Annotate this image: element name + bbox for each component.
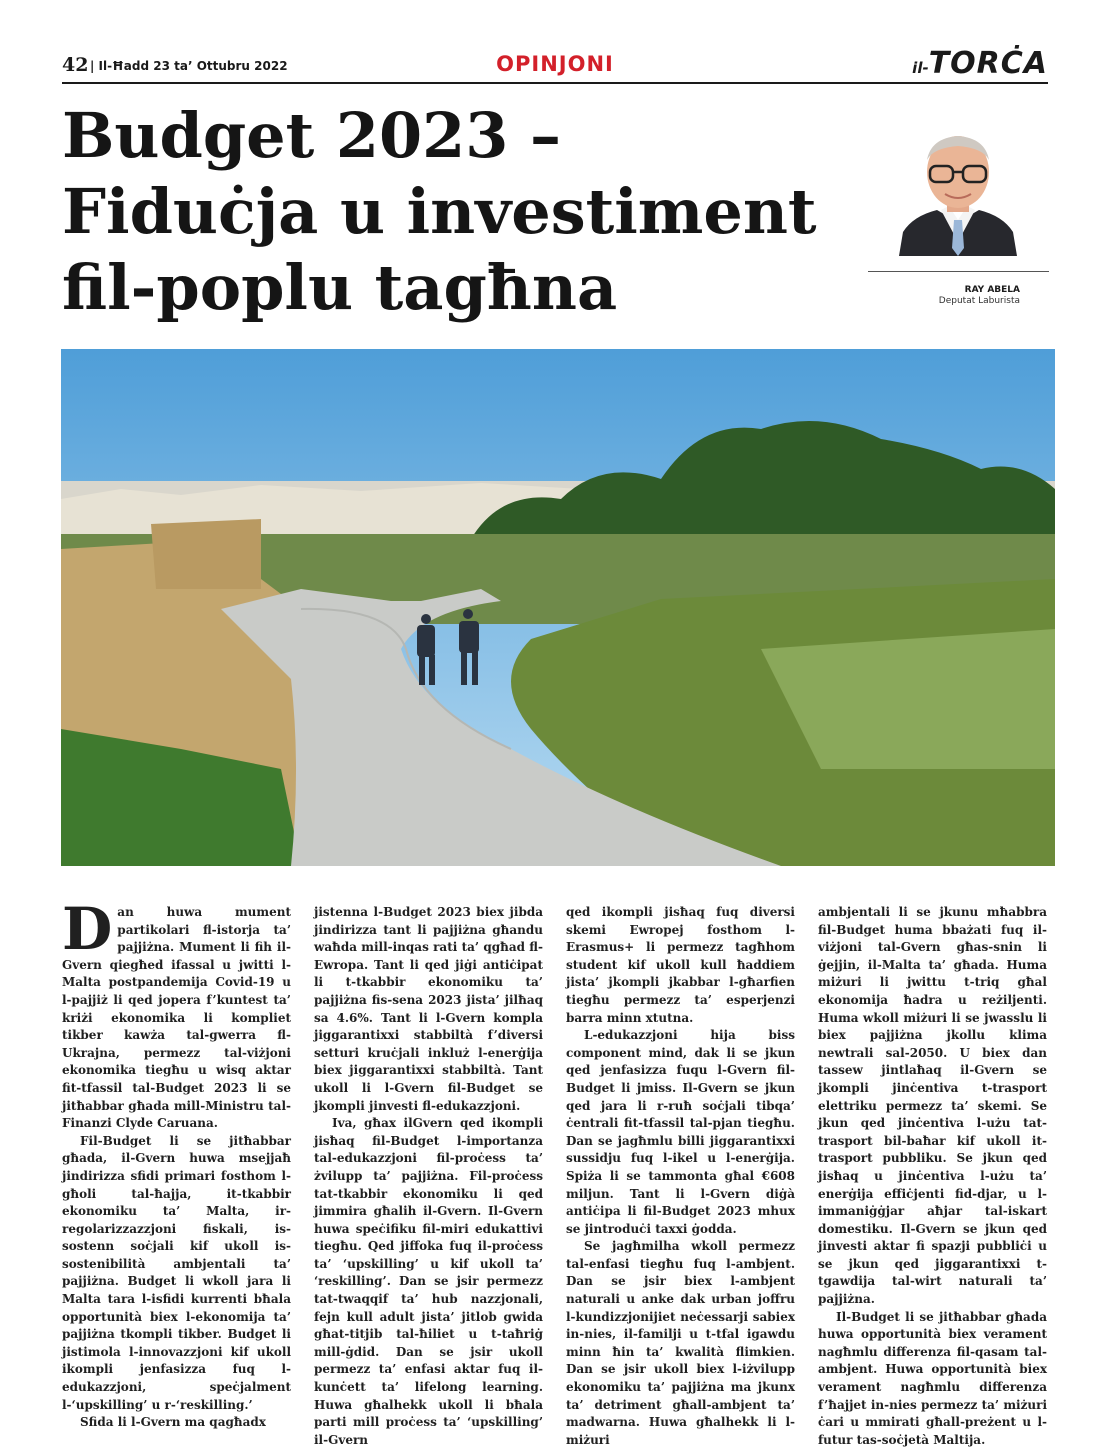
paragraph: jistenna l-Budget 2023 biex jibda jindirizza tant li pajjiżna għandu waħda mill-inqas rati ta’ qgħad fl-Ewropa. Tant li qed jiġi antiċipat li t-tkabbir ekonomiku ta’ pajjiżna fis-sena 2023 jista’ jilħaq sa 4.6%. Tant li l-Gvern kompla jiggarantixxi stabbiltà f’diversi setturi kruċjali inkluż l-enerġija biex jiggarantixxi stabbiltà. Tant ukoll li l-Gvern fil-Budget se jkompli jinvesti fl-edukazzjoni. — [314, 905, 543, 1113]
logo-name: TORĊA — [928, 46, 1048, 81]
paragraph: Iva, għax ilGvern qed ikompli jisħaq fil-Budget l-importanza tal-edukazzjoni fil-proċess ta’ żvilupp ta’ pajjiżna. Fil-proċess tat-tkabbir ekonomiku li qed jimmira għalih il-Gvern. Il-Gvern huwa speċifiku fil-miri edukattivi tiegħu. Qed jiffoka fuq il-proċess ta’ ‘upskilling’ u kif ukoll ta’ ‘reskilling’. Dan se jsir permezz tat-twaqqif ta’ hub nazzjonali, fejn kull adult jista’ jitlob gwida għat-titjib tal-ħiliet u t-taħriġ mill-ġdid. Dan se jsir ukoll permezz ta’ enfasi aktar fuq il-kunċett ta’ lifelong learning. Huwa għalhekk ukoll li bħala parti mill proċess ta’ ‘upskilling’ il-Gvern — [314, 1116, 543, 1447]
newspaper-logo — [912, 46, 1048, 81]
paragraph: Se jagħmilha wkoll permezz tal-enfasi tiegħu fuq l-ambjent. Dan se jsir biex l-ambjent naturali u anke dak urban joffru l-kundizzjonijiet neċessarji sabiex in-nies, il-familji u t-tfal igawdu minn ħin ta’ kwalità flimkien. Dan se jsir ukoll biex l-iżvilupp ekonomiku ta’ pajjiżna ma jkunx ta’ detriment għall-ambjent ta’ madwarna. Huwa għalhekk li l-miżuri — [566, 1239, 795, 1447]
logo-prefix: il- — [912, 59, 929, 77]
body-column-2 — [314, 904, 543, 1447]
body-column-3 — [566, 904, 795, 1447]
paragraph: Il-Budget li se jitħabbar għada huwa opportunità biex verament nagħmlu differenza fil-qasam tal-ambjent. Huwa opportunità biex verament nagħmlu differenza f’ħajjet in-nies permezz ta’ miżuri ċari u mmirati għall-preżent u l-futur tas-soċjetà Maltija. — [818, 1309, 1047, 1447]
body-column-4 — [818, 904, 1047, 1447]
body-column-1 — [62, 895, 291, 1430]
article-photo — [61, 349, 1055, 866]
author-role: Deputat Laburista — [938, 296, 1020, 306]
paragraph — [62, 895, 291, 1133]
paragraph: ambjentali li se jkunu mħabbra fil-Budget huma bbażati fuq il-viżjoni tal-Gvern għas-snin li ġejjin, il-Malta ta’ għada. Huma miżuri li jwittu t-triq għal ekonomija ħadra u reżiljenti. Huma wkoll miżuri li se jwasslu li biex pajjiżna jkollu klima newtrali sal-2050. U biex dan tassew jintlaħaq il-Gvern se jkompli jinċentiva t-trasport elettriku permezz ta’ skemi. Se jkun qed jinċentiva l-użu tat-trasport bil-baħar kif ukoll it-trasport pubbliku. Se jkun qed jisħaq u jinċentiva l-użu ta’ enerġija effiċjenti fid-djar, u l-immaniġġjar aħjar tal-iskart domestiku. Il-Gvern se jkun qed jinvesti aktar fi spazji pubbliċi u se jkun qed jiggarantixxi t-tgawdija tal-wirt naturali ta’ pajjiżna. — [818, 905, 1047, 1307]
page-number: 42 — [62, 54, 89, 76]
article-body — [62, 895, 1048, 1447]
section-title: OPINJONI — [496, 52, 614, 76]
author-divider — [868, 271, 1049, 272]
issue-date: | Il-Ħadd 23 ta’ Ottubru 2022 — [90, 59, 288, 73]
author-name: RAY ABELA — [964, 285, 1020, 295]
page-header — [62, 46, 1048, 84]
article-title: Budget 2023 – Fiduċja u investiment fil-poplu tagħna — [62, 99, 817, 324]
drop-cap: D — [62, 895, 113, 963]
paragraph: qed ikompli jisħaq fuq diversi skemi Ewropej fosthom l-Erasmus+ li permezz tagħhom student kif ukoll kull ħaddiem jista’ jkompli jkabbar l-għarfien tiegħu permezz ta’ esperjenzi barra minn xtutna. — [566, 905, 795, 1025]
paragraph: L-edukazzjoni hija biss component mind, dak li se jkun qed jenfasizza fuqu l-Gvern fil-Budget li jmiss. Il-Gvern se jkun qed jara li r-ruħ soċjali tibqa’ ċentrali fit-tfassil tal-pjan tiegħu. Dan se jagħmlu billi jiggarantixxi sussidju fuq l-ikel u l-enerġija. Spiża li se tammonta għal €608 miljun. Tant li l-Gvern diġà antiċipa li fil-Budget 2023 mhux se jintroduċi taxxi ġodda. — [566, 1028, 795, 1236]
paragraph: Sfida li l-Gvern ma qagħadx — [80, 1415, 266, 1430]
paragraph: Fil-Budget li se jitħabbar għada, il-Gvern huwa msejjaħ jindirizza sfidi primari fosthom l-għoli tal-ħajja, it-tkabbir ekonomiku ta’ Malta, ir-regolarizzazzjoni fiskali, is-sostenn soċjali kif ukoll is-sostenibilità ambjentali ta’ pajjiżna. Budget li wkoll jara li Malta tara l-isfidi kurrenti bħala opportunità biex l-ekonomija ta’ pajjiżna tkompli tikber. Budget li jistimola l-innovazzjoni kif ukoll ikompli jenfasizza fuq l-edukazzjoni, speċjalment l-‘upskilling’ u r-‘reskilling.’ — [62, 1133, 291, 1412]
paragraph-text: an huwa mument partikolari fl-istorja ta’ pajjiżna. Mument li fih il-Gvern qiegħed ifassal u jwitti l-Malta postpandemija Covid-19 u l-pajjiż li qed jopera f’kuntest ta’ kriżi ekonomika li kompliet tikber kawża tal-gwerra fl-Ukrajna, permezz tal-viżjoni ekonomika tiegħu u wisq aktar fit-tfassil tal-Budget 2023 li se jitħabbar għada mill-Ministru tal-Finanzi Clyde Caruana. — [62, 905, 291, 1131]
author-portrait — [897, 130, 1019, 256]
